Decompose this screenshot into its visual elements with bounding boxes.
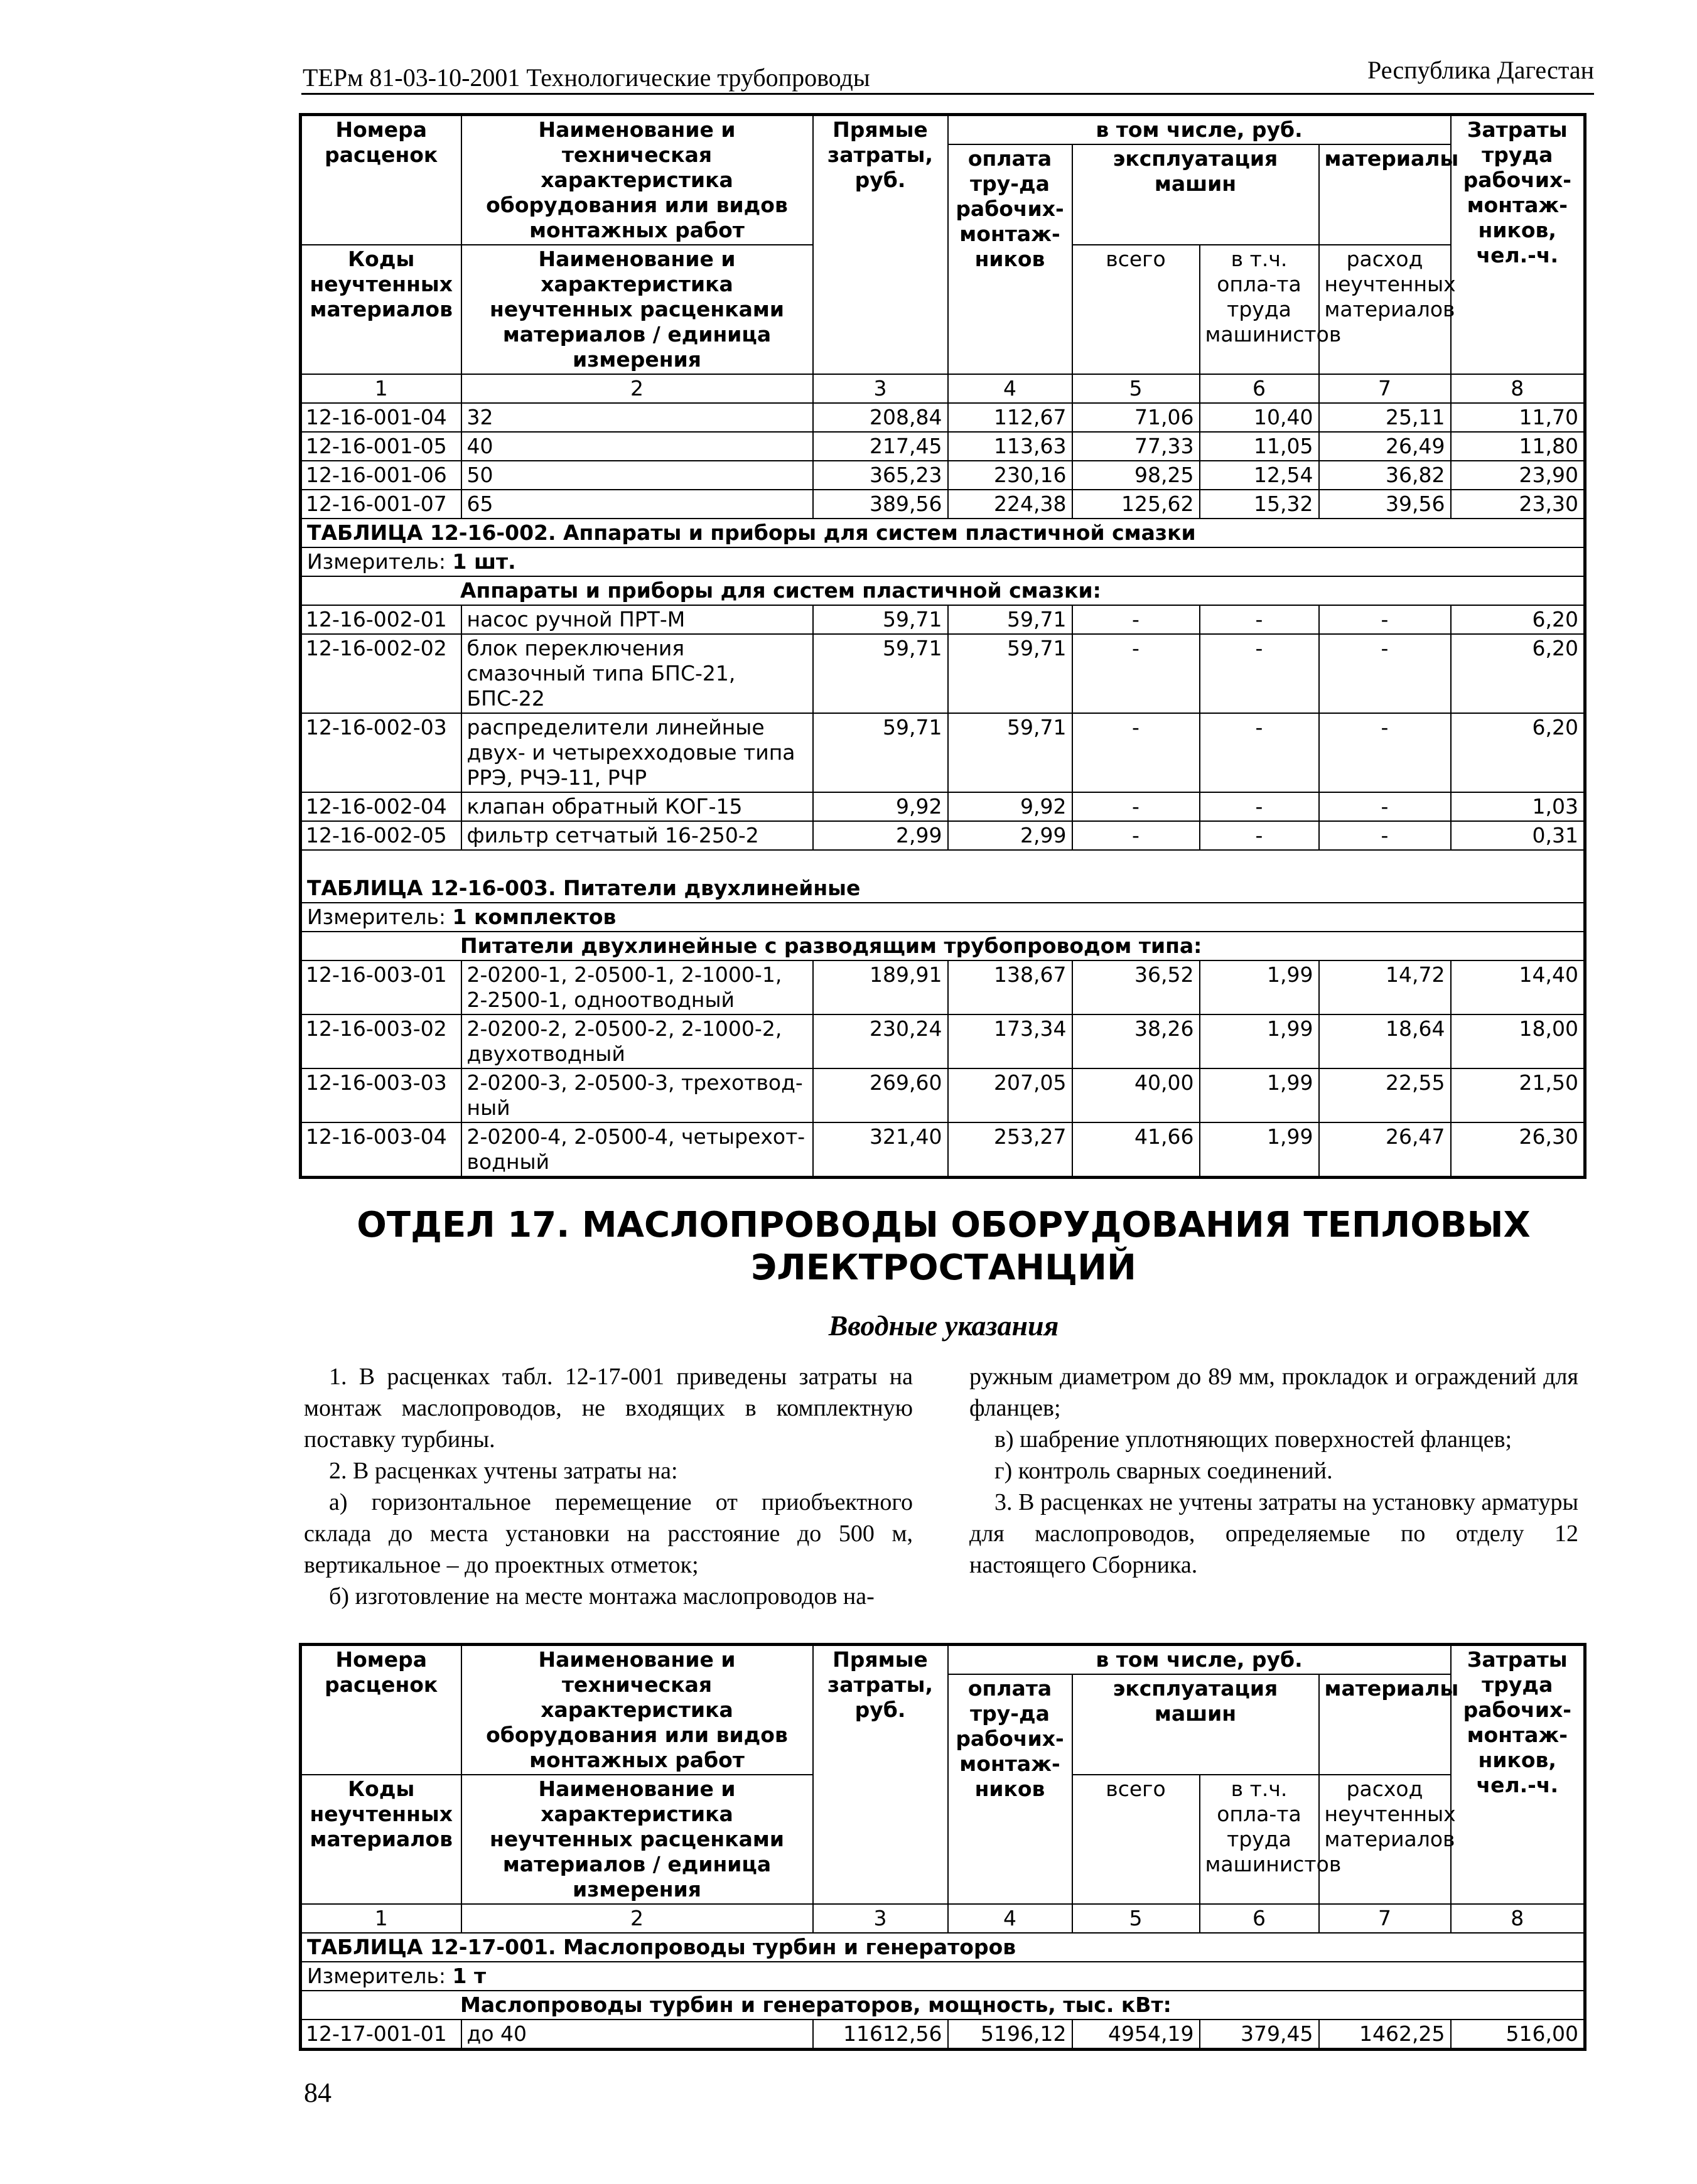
table-12-16-003-body	[301, 960, 1585, 1178]
intro-paragraph: а) горизонтальное перемещение от приобъектного склада до места установки на расстояние до 500 м, вертикальное – до проектных отметок;	[304, 1489, 913, 1578]
header-material-codes: Коды неучтенных материалов	[301, 1775, 461, 1904]
intro-paragraph: 3. В расценках не учтены затраты на установку арматуры для маслопроводов, определяемые по отделу 12 настоящего Сборника.	[969, 1489, 1578, 1578]
cell-machines-total: -	[1072, 634, 1200, 713]
cell-operators-wages: 10,40	[1200, 403, 1319, 432]
cell-labor-hours: 516,00	[1451, 2020, 1585, 2050]
column-number: 6	[1200, 1904, 1319, 1933]
cell-rate-code: 12-16-003-04	[301, 1122, 461, 1178]
header-material-names: Наименование и характеристика неучтенных расценками материалов / единица измерения	[461, 1775, 813, 1904]
header-rate-numbers: Номера расценок	[301, 1645, 461, 1775]
cell-wages: 207,05	[948, 1068, 1072, 1122]
cell-rate-name: 65	[461, 490, 813, 519]
header-operators-wages: в т.ч. опла-та труда машинистов	[1200, 1775, 1319, 1904]
cell-direct-costs: 389,56	[813, 490, 948, 519]
cell-rate-name: распределители линейные двух- и четырехходовые типа РРЭ, РЧЭ-11, РЧР	[461, 713, 813, 792]
table-row	[301, 461, 1585, 490]
column-number: 2	[461, 1904, 813, 1933]
cell-wages: 59,71	[948, 713, 1072, 792]
column-number: 8	[1451, 1904, 1585, 1933]
cell-machines-total: -	[1072, 605, 1200, 634]
header-wages: оплата тру-да рабочих-монтаж-ников	[948, 144, 1072, 374]
table-title: ТАБЛИЦА 12-16-002. Аппараты и приборы для систем пластичной смазки	[301, 519, 1585, 547]
table-row	[301, 1122, 1585, 1178]
cell-wages: 173,34	[948, 1014, 1072, 1068]
column-number: 6	[1200, 374, 1319, 403]
column-number: 7	[1319, 374, 1451, 403]
cell-wages: 59,71	[948, 605, 1072, 634]
cell-labor-hours: 14,40	[1451, 960, 1585, 1014]
page-number: 84	[304, 2077, 331, 2108]
cell-machines-total: -	[1072, 713, 1200, 792]
intro-paragraph: г) контроль сварных соединений.	[994, 1458, 1333, 1484]
header-labor-costs: Затраты труда рабочих-монтаж-ников, чел.-ч.	[1451, 1645, 1585, 1905]
intro-paragraph: ружным диаметром до 89 мм, прокладок и ограждений для фланцев;	[969, 1364, 1578, 1421]
cell-materials: -	[1319, 713, 1451, 792]
cell-machines-total: 38,26	[1072, 1014, 1200, 1068]
table-row	[301, 960, 1585, 1014]
cell-machines-total: 40,00	[1072, 1068, 1200, 1122]
cell-machines-total: -	[1072, 792, 1200, 821]
cell-operators-wages: -	[1200, 792, 1319, 821]
cell-rate-name: 2-0200-1, 2-0500-1, 2-1000-1, 2-2500-1, одноотводный	[461, 960, 813, 1014]
cell-labor-hours: 11,70	[1451, 403, 1585, 432]
header-materials: материалы	[1319, 1674, 1451, 1775]
column-number: 3	[813, 374, 948, 403]
measure-value: 1 шт.	[452, 549, 516, 574]
cell-operators-wages: 379,45	[1200, 2020, 1319, 2050]
cell-materials: 25,11	[1319, 403, 1451, 432]
cell-rate-name: 2-0200-2, 2-0500-2, 2-1000-2, двухотводный	[461, 1014, 813, 1068]
cell-direct-costs: 9,92	[813, 792, 948, 821]
rates-table-upper	[299, 113, 1587, 1179]
header-including: в том числе, руб.	[948, 1645, 1451, 1675]
cell-materials: -	[1319, 634, 1451, 713]
group-heading: Питатели двухлинейные с разводящим трубопроводом типа:	[301, 932, 1585, 960]
intro-paragraph: 1. В расценках табл. 12-17-001 приведены затраты на монтаж маслопроводов, не входящих в комплектную поставку турбины.	[304, 1364, 913, 1453]
table-row	[301, 403, 1585, 432]
header-direct-costs: Прямые затраты, руб.	[813, 1645, 948, 1905]
cell-operators-wages: 1,99	[1200, 1068, 1319, 1122]
cell-labor-hours: 6,20	[1451, 713, 1585, 792]
cell-rate-code: 12-16-003-03	[301, 1068, 461, 1122]
table-row	[301, 821, 1585, 850]
column-number: 2	[461, 374, 813, 403]
cell-labor-hours: 11,80	[1451, 432, 1585, 461]
group-heading: Аппараты и приборы для систем пластичной смазки:	[301, 576, 1585, 605]
header-machines-total: всего	[1072, 245, 1200, 374]
table-row	[301, 634, 1585, 713]
cell-operators-wages: 1,99	[1200, 1014, 1319, 1068]
table-measure	[301, 903, 1585, 932]
cell-rate-name: фильтр сетчатый 16-250-2	[461, 821, 813, 850]
cell-rate-name: блок переключения смазочный типа БПС-21, БПС-22	[461, 634, 813, 713]
cell-direct-costs: 59,71	[813, 634, 948, 713]
group-heading: Маслопроводы турбин и генераторов, мощность, тыс. кВт:	[301, 1991, 1585, 2020]
cell-operators-wages: 12,54	[1200, 461, 1319, 490]
cell-rate-name: 32	[461, 403, 813, 432]
cell-labor-hours: 1,03	[1451, 792, 1585, 821]
cell-operators-wages: -	[1200, 605, 1319, 634]
cell-wages: 230,16	[948, 461, 1072, 490]
cell-wages: 112,67	[948, 403, 1072, 432]
cell-machines-total: 125,62	[1072, 490, 1200, 519]
cell-labor-hours: 23,90	[1451, 461, 1585, 490]
cell-direct-costs: 269,60	[813, 1068, 948, 1122]
table-12-17-001-body	[301, 2020, 1585, 2050]
cell-labor-hours: 18,00	[1451, 1014, 1585, 1068]
cell-operators-wages: 11,05	[1200, 432, 1319, 461]
cell-wages: 9,92	[948, 792, 1072, 821]
intro-paragraph: б) изготовление на месте монтажа маслопроводов на-	[329, 1583, 875, 1610]
cell-direct-costs: 208,84	[813, 403, 948, 432]
cell-direct-costs: 189,91	[813, 960, 948, 1014]
cell-labor-hours: 6,20	[1451, 605, 1585, 634]
cell-operators-wages: -	[1200, 821, 1319, 850]
header-material-codes: Коды неучтенных материалов	[301, 245, 461, 374]
intro-left-column	[304, 1361, 913, 1612]
running-header-left: ТЕРм 81-03-10-2001 Технологические трубопроводы	[303, 63, 870, 92]
table-row	[301, 1068, 1585, 1122]
intro-heading: Вводные указания	[828, 1310, 1059, 1342]
header-material-consumption: расход неучтенных материалов	[1319, 1775, 1451, 1904]
cell-machines-total: 71,06	[1072, 403, 1200, 432]
section-title	[301, 1204, 1586, 1289]
cell-rate-code: 12-16-002-05	[301, 821, 461, 850]
header-materials: материалы	[1319, 144, 1451, 245]
cell-machines-total: 36,52	[1072, 960, 1200, 1014]
cell-rate-code: 12-17-001-01	[301, 2020, 461, 2050]
measure-value: 1 комплектов	[452, 905, 617, 929]
measure-label: Измеритель:	[307, 549, 446, 574]
cell-direct-costs: 59,71	[813, 605, 948, 634]
cell-materials: 1462,25	[1319, 2020, 1451, 2050]
cell-labor-hours: 6,20	[1451, 634, 1585, 713]
column-number: 4	[948, 1904, 1072, 1933]
header-material-consumption: расход неучтенных материалов	[1319, 245, 1451, 374]
header-material-names: Наименование и характеристика неучтенных расценками материалов / единица измерения	[461, 245, 813, 374]
cell-wages: 138,67	[948, 960, 1072, 1014]
cell-rate-code: 12-16-001-04	[301, 403, 461, 432]
table-row	[301, 605, 1585, 634]
cell-rate-name: 50	[461, 461, 813, 490]
cell-rate-code: 12-16-001-07	[301, 490, 461, 519]
header-machines: эксплуатация машин	[1072, 1674, 1319, 1775]
header-operators-wages: в т.ч. опла-та труда машинистов	[1200, 245, 1319, 374]
cell-wages: 113,63	[948, 432, 1072, 461]
column-number: 4	[948, 374, 1072, 403]
table-title: ТАБЛИЦА 12-17-001. Маслопроводы турбин и генераторов	[301, 1933, 1585, 1962]
cell-machines-total: -	[1072, 821, 1200, 850]
cell-wages: 253,27	[948, 1122, 1072, 1178]
table-row	[301, 490, 1585, 519]
column-number: 3	[813, 1904, 948, 1933]
cell-direct-costs: 2,99	[813, 821, 948, 850]
header-machines: эксплуатация машин	[1072, 144, 1319, 245]
cell-materials: 18,64	[1319, 1014, 1451, 1068]
cell-rate-name: 40	[461, 432, 813, 461]
cell-labor-hours: 26,30	[1451, 1122, 1585, 1178]
cell-labor-hours: 21,50	[1451, 1068, 1585, 1122]
cell-rate-code: 12-16-002-04	[301, 792, 461, 821]
cell-rate-name: клапан обратный КОГ-15	[461, 792, 813, 821]
cell-machines-total: 41,66	[1072, 1122, 1200, 1178]
cell-materials: -	[1319, 605, 1451, 634]
cell-direct-costs: 217,45	[813, 432, 948, 461]
header-rule	[301, 93, 1594, 95]
header-work-name: Наименование и техническая характеристика оборудования или видов монтажных работ	[461, 1645, 813, 1775]
cell-rate-code: 12-16-001-05	[301, 432, 461, 461]
cell-direct-costs: 365,23	[813, 461, 948, 490]
cell-wages: 2,99	[948, 821, 1072, 850]
header-wages: оплата тру-да рабочих-монтаж-ников	[948, 1674, 1072, 1904]
cell-materials: 26,49	[1319, 432, 1451, 461]
cell-rate-code: 12-16-002-03	[301, 713, 461, 792]
column-number: 8	[1451, 374, 1585, 403]
cell-materials: 36,82	[1319, 461, 1451, 490]
cell-rate-code: 12-16-003-01	[301, 960, 461, 1014]
cell-materials: 14,72	[1319, 960, 1451, 1014]
cell-rate-name: до 40	[461, 2020, 813, 2050]
table-title: ТАБЛИЦА 12-16-003. Питатели двухлинейные	[301, 850, 1585, 903]
cell-rate-name: 2-0200-3, 2-0500-3, трехотвод-ный	[461, 1068, 813, 1122]
column-number: 1	[301, 1904, 461, 1933]
intro-paragraph: 2. В расценках учтены затраты на:	[329, 1458, 678, 1484]
cell-labor-hours: 23,30	[1451, 490, 1585, 519]
table-row	[301, 1014, 1585, 1068]
cell-materials: 39,56	[1319, 490, 1451, 519]
column-number: 7	[1319, 1904, 1451, 1933]
measure-label: Измеритель:	[307, 1964, 446, 1988]
intro-right-column	[969, 1361, 1578, 1581]
table-12-16-002-body	[301, 605, 1585, 850]
table-row	[301, 432, 1585, 461]
rates-table-lower	[299, 1643, 1587, 2051]
header-machines-total: всего	[1072, 1775, 1200, 1904]
cell-wages: 59,71	[948, 634, 1072, 713]
cell-materials: -	[1319, 821, 1451, 850]
measure-value: 1 т	[452, 1964, 487, 1988]
cell-operators-wages: 1,99	[1200, 960, 1319, 1014]
intro-paragraph: в) шабрение уплотняющих поверхностей фланцев;	[994, 1426, 1512, 1453]
cell-materials: 26,47	[1319, 1122, 1451, 1178]
column-number: 5	[1072, 1904, 1200, 1933]
header-rate-numbers: Номера расценок	[301, 115, 461, 245]
cell-direct-costs: 321,40	[813, 1122, 948, 1178]
cell-rate-name: 2-0200-4, 2-0500-4, четырехот-водный	[461, 1122, 813, 1178]
header-direct-costs: Прямые затраты, руб.	[813, 115, 948, 375]
running-header-right: Республика Дагестан	[1367, 56, 1594, 84]
cell-rate-name: насос ручной ПРТ-М	[461, 605, 813, 634]
section-title-line: ОТДЕЛ 17. МАСЛОПРОВОДЫ ОБОРУДОВАНИЯ ТЕПЛОВЫХ	[357, 1205, 1531, 1245]
measure-label: Измеритель:	[307, 905, 446, 929]
cell-machines-total: 77,33	[1072, 432, 1200, 461]
section-title-line: ЭЛЕКТРОСТАНЦИЙ	[751, 1247, 1136, 1288]
cell-direct-costs: 59,71	[813, 713, 948, 792]
cell-labor-hours: 0,31	[1451, 821, 1585, 850]
table-12-16-001-body	[301, 403, 1585, 519]
cell-machines-total: 4954,19	[1072, 2020, 1200, 2050]
cell-direct-costs: 11612,56	[813, 2020, 948, 2050]
cell-rate-code: 12-16-003-02	[301, 1014, 461, 1068]
cell-materials: 22,55	[1319, 1068, 1451, 1122]
table-row	[301, 792, 1585, 821]
column-number: 1	[301, 374, 461, 403]
cell-machines-total: 98,25	[1072, 461, 1200, 490]
cell-materials: -	[1319, 792, 1451, 821]
header-work-name: Наименование и техническая характеристика оборудования или видов монтажных работ	[461, 115, 813, 245]
cell-operators-wages: 1,99	[1200, 1122, 1319, 1178]
cell-wages: 224,38	[948, 490, 1072, 519]
table-measure	[301, 547, 1585, 576]
cell-operators-wages: 15,32	[1200, 490, 1319, 519]
cell-rate-code: 12-16-002-02	[301, 634, 461, 713]
column-number: 5	[1072, 374, 1200, 403]
cell-operators-wages: -	[1200, 634, 1319, 713]
cell-rate-code: 12-16-001-06	[301, 461, 461, 490]
table-measure	[301, 1962, 1585, 1991]
table-row	[301, 2020, 1585, 2050]
cell-operators-wages: -	[1200, 713, 1319, 792]
header-including: в том числе, руб.	[948, 115, 1451, 145]
table-row	[301, 713, 1585, 792]
cell-direct-costs: 230,24	[813, 1014, 948, 1068]
cell-rate-code: 12-16-002-01	[301, 605, 461, 634]
header-labor-costs: Затраты труда рабочих-монтаж-ников, чел.-ч.	[1451, 115, 1585, 375]
cell-wages: 5196,12	[948, 2020, 1072, 2050]
